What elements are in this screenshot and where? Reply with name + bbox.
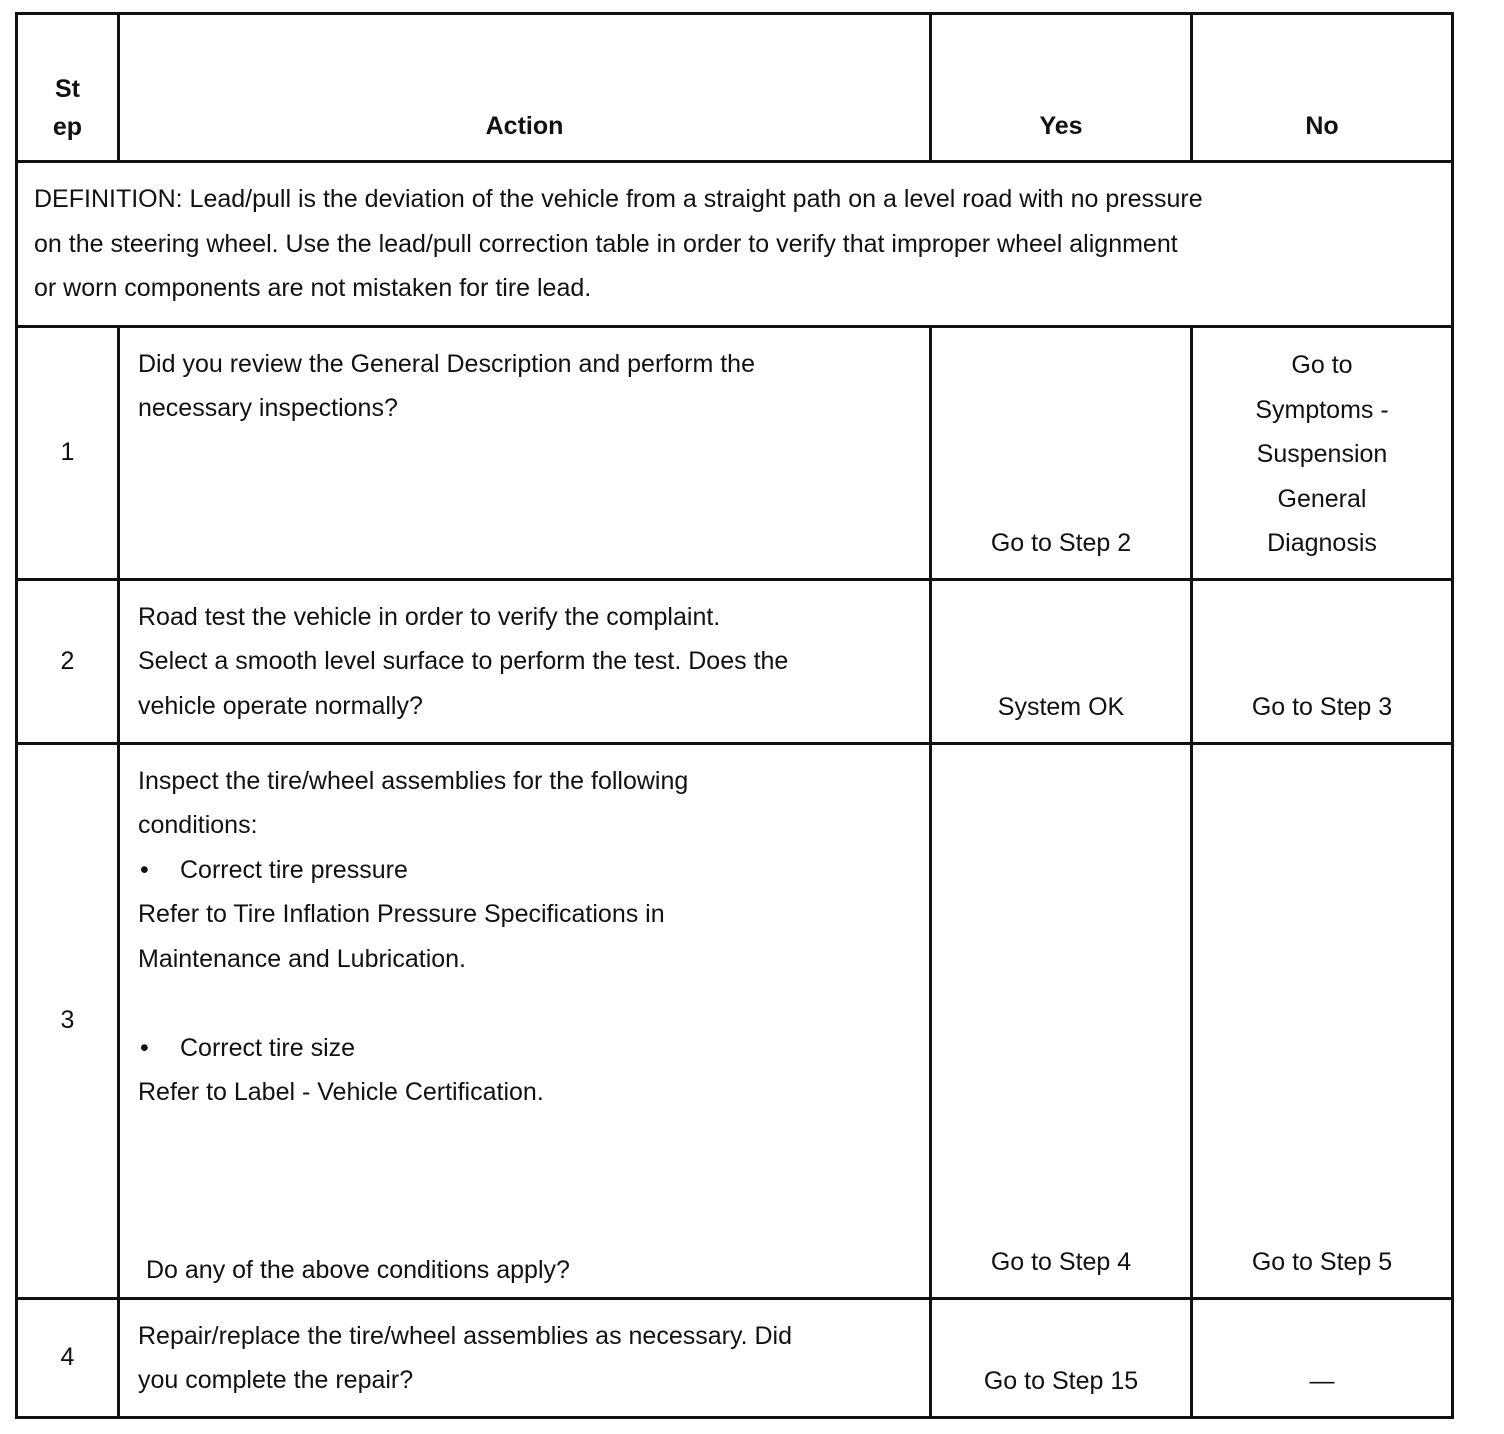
action-cell: [119, 1298, 931, 1417]
definition-line: DEFINITION: Lead/pull is the deviation of the vehicle from a straight path on a level road with no pressure: [34, 185, 1203, 213]
step-number: 4: [17, 1298, 119, 1417]
action-line: Inspect the tire/wheel assemblies for the following: [138, 766, 689, 795]
action-line: Road test the vehicle in order to verify the complaint.: [138, 602, 721, 631]
action-line: you complete the repair?: [138, 1366, 414, 1394]
action-line: Repair/replace the tire/wheel assemblies as necessary. Did: [138, 1321, 793, 1350]
yes-cell: Go to Step 15: [931, 1298, 1192, 1417]
no-cell: Go to Step 5: [1192, 743, 1453, 1298]
yes-cell: Go to Step 2: [931, 326, 1192, 579]
definition-line: on the steering wheel. Use the lead/pull correction table in order to verify that improper wheel alignment: [34, 229, 1178, 258]
yes-cell: System OK: [931, 579, 1192, 743]
action-line: Maintenance and Lubrication.: [138, 944, 467, 973]
no-line: General: [1277, 484, 1367, 513]
step-number: 2: [17, 579, 119, 743]
action-line: vehicle operate normally?: [138, 691, 423, 720]
bullet-dot: •: [140, 855, 149, 884]
definition-line: or worn components are not mistaken for tire lead.: [34, 274, 592, 302]
blank-line: [138, 1159, 913, 1204]
step-number: 3: [17, 743, 119, 1298]
action-cell: [119, 579, 931, 743]
action-line: Refer to Tire Inflation Pressure Specifications in: [138, 900, 665, 928]
no-line: Diagnosis: [1267, 529, 1377, 557]
bullet-text: Correct tire pressure: [180, 855, 408, 884]
no-cell: —: [1192, 1298, 1453, 1417]
no-line: Suspension: [1256, 440, 1388, 468]
no-cell: [1192, 326, 1453, 579]
header-step: [17, 14, 119, 162]
no-cell: Go to Step 3: [1192, 579, 1453, 743]
header-step-line2: ep: [52, 113, 83, 141]
action-cell: [119, 743, 931, 1298]
bullet-item: [138, 1026, 913, 1071]
header-step-line1: St: [55, 75, 80, 103]
definition-row: [17, 162, 1453, 327]
header-row: [17, 14, 1453, 162]
action-question: Do any of the above conditions apply?: [146, 1256, 570, 1284]
no-line: Symptoms -: [1255, 395, 1389, 424]
table-row: [17, 326, 1453, 579]
action-line: Select a smooth level surface to perform the test. Does the: [138, 647, 789, 675]
table-row: [17, 743, 1453, 1298]
bullet-text: Correct tire size: [180, 1033, 356, 1062]
bullet-dot: •: [140, 1033, 149, 1062]
bullet-item: [138, 848, 913, 893]
step-number: 1: [17, 326, 119, 579]
yes-cell: Go to Step 4: [931, 743, 1192, 1298]
blank-line: [138, 1115, 913, 1160]
action-line: Refer to Label - Vehicle Certification.: [138, 1078, 544, 1106]
diagnostic-table: [15, 12, 1454, 1419]
blank-line: [138, 1204, 913, 1249]
action-line: conditions:: [138, 811, 258, 839]
header-no: No: [1192, 14, 1453, 162]
header-action: Action: [119, 14, 931, 162]
table-row: [17, 579, 1453, 743]
action-cell: [119, 326, 931, 579]
definition-cell: [17, 162, 1453, 327]
header-yes: Yes: [931, 14, 1192, 162]
no-line: Go to: [1291, 351, 1353, 379]
table-row: [17, 1298, 1453, 1417]
action-line: necessary inspections?: [138, 394, 398, 422]
blank-line: [138, 981, 913, 1026]
action-line: Did you review the General Description and perform the: [138, 349, 755, 378]
